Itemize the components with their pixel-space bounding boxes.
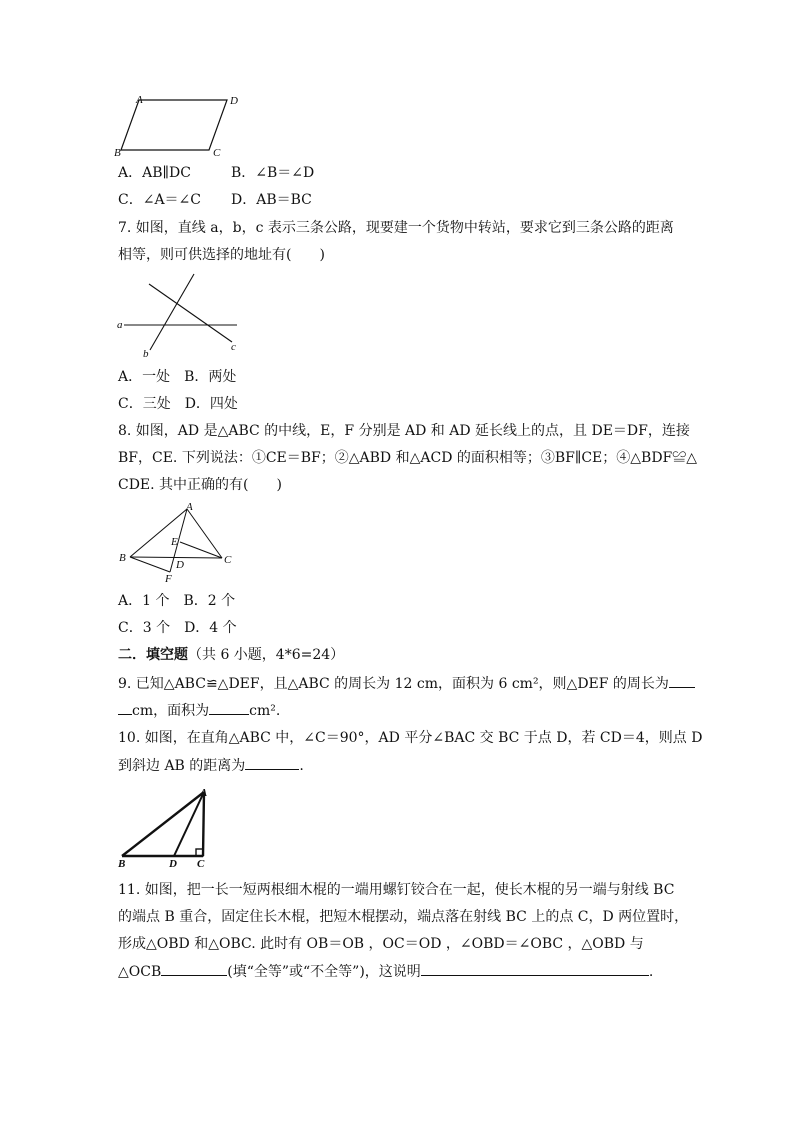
q8-triangle-figure	[112, 500, 242, 588]
q11-suffix: .	[648, 964, 654, 980]
q10-prefix: 到斜边 AB 的距离为	[118, 758, 246, 774]
q10-blank[interactable]	[245, 755, 299, 770]
q7-label-b: b	[143, 348, 149, 360]
q7-label-c: c	[231, 341, 236, 353]
q6-option-d: D．AB＝BC	[231, 192, 312, 208]
q8-stem-line1: 8. 如图，AD 是△ABC 的中线，E，F 分别是 AD 和 AD 延长线上的点，且 DE＝DF，连接	[118, 423, 690, 439]
road-line-b	[150, 274, 194, 350]
segment-ab	[122, 792, 204, 856]
section-note: （共 6 小题，4*6=24）	[188, 647, 345, 663]
q6-option-a: A．AB∥DC	[118, 165, 191, 181]
q6-option-c: C．∠A＝∠C	[118, 192, 201, 208]
q11-prefix: △OCB	[118, 964, 162, 980]
q8-label-c: C	[224, 554, 232, 566]
segment-bc	[130, 557, 222, 558]
q7-three-roads-figure	[112, 268, 252, 364]
parallelogram-shape	[121, 100, 227, 150]
q10-line1: 10. 如图，在直角△ABC 中，∠C＝90°，AD 平分∠BAC 交 BC 于点 D，若 CD＝4，则点 D	[118, 730, 703, 746]
q11-middle: (填“全等”或“不全等”)，这说明	[227, 964, 421, 980]
q7-label-a: a	[117, 319, 123, 331]
q8-options-line1: A．1 个 B．2 个	[118, 593, 236, 609]
q11-blank-2[interactable]	[421, 961, 649, 976]
q6-label-d: D	[230, 95, 238, 107]
q10-label-a: A	[200, 787, 208, 799]
q7-stem-line2: 相等，则可供选择的地址有( )	[118, 247, 325, 263]
q8-label-d: D	[176, 559, 184, 571]
q11-blank-1[interactable]	[161, 961, 227, 976]
segment-ac	[203, 792, 204, 856]
q9-text: 9. 已知△ABC≌△DEF，且△ABC 的周长为 12 cm，面积为 6 cm²，则△DEF 的周长为	[118, 676, 669, 692]
q9-blank-1a[interactable]	[669, 673, 695, 688]
segment-ac	[187, 509, 222, 558]
q11-line4	[118, 961, 653, 982]
q8-stem-line2: BF，CE. 下列说法：①CE＝BF；②△ABD 和△ACD 的面积相等；③BF∥CE；④△BDF≌△	[118, 450, 698, 466]
q8-stem-line3: CDE. 其中正确的有( )	[118, 477, 282, 493]
q8-label-a: A	[186, 501, 193, 513]
segment-ab	[130, 509, 187, 557]
q11-line1: 11. 如图，把一长一短两根细木棍的一端用螺钉铰合在一起，使长木棍的另一端与射线 BC	[118, 882, 675, 898]
q6-label-b: B	[114, 147, 121, 159]
section-title: 二．填空题	[118, 647, 188, 663]
segment-bf	[130, 557, 170, 572]
q8-label-b: B	[119, 552, 126, 564]
q9-blank-2[interactable]	[209, 700, 249, 715]
q10-label-d: D	[169, 858, 177, 870]
q6-label-c: C	[213, 147, 221, 159]
q8-options-line2: C．3 个 D．4 个	[118, 620, 237, 636]
q6-label-a: A	[136, 94, 143, 106]
q8-label-f: F	[165, 573, 172, 585]
q10-line2	[118, 755, 304, 776]
q9-unit1: cm，面积为	[132, 703, 210, 719]
q9-line2	[118, 700, 280, 721]
q6-parallelogram-figure	[112, 90, 252, 160]
q10-suffix: .	[299, 758, 304, 774]
section-heading	[118, 645, 344, 665]
segment-ad	[174, 792, 204, 856]
q6-option-b: B．∠B＝∠D	[231, 165, 315, 181]
road-line-c	[149, 284, 232, 342]
q10-right-triangle-figure	[112, 782, 222, 870]
q8-label-e: E	[171, 536, 178, 548]
q10-label-c: C	[197, 858, 205, 870]
q9-unit2: cm².	[249, 703, 281, 719]
q9-line1	[118, 673, 695, 694]
q9-blank-1b[interactable]	[118, 700, 132, 715]
q11-line2: 的端点 B 重合，固定住长木棍，把短木棍摆动，端点落在射线 BC 上的点 C，D 两位置时，	[118, 909, 689, 925]
q10-label-b: B	[118, 858, 126, 870]
q7-options-line2: C．三处 D．四处	[118, 396, 238, 412]
q11-line3: 形成△OBD 和△OBC. 此时有 OB＝OB ，OC＝OD ，∠OBD＝∠OBC ，△OBD 与	[118, 936, 644, 952]
q7-stem-line1: 7. 如图，直线 a，b，c 表示三条公路，现要建一个货物中转站，要求它到三条公路的距离	[118, 220, 674, 236]
q7-options-line1: A．一处 B．两处	[118, 369, 237, 385]
